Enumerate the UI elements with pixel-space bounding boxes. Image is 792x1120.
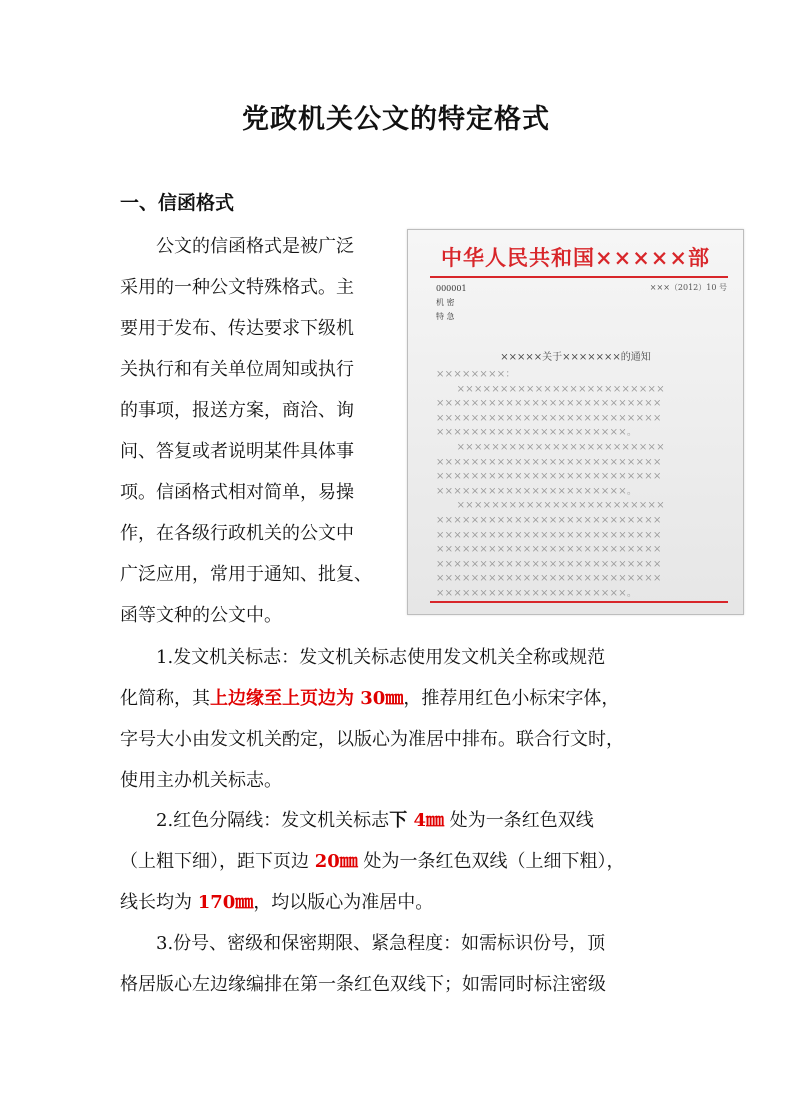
intro-line: 要用于发布、传达要求下级机 — [120, 318, 354, 339]
item2-text: 2.红色分隔线：发文机关标志 — [120, 810, 390, 831]
intro-line: 关执行和有关单位周知或执行 — [120, 359, 354, 380]
letterhead-body-line: ×××××××××××××××××××××××××× — [436, 573, 662, 585]
letterhead-body-line: ×××××××××××××××××××××××××× — [436, 558, 662, 570]
intro-line: 作，在各级行政机关的公文中 — [120, 523, 354, 544]
intro-line: 采用的一种公文特殊格式。主 — [120, 277, 354, 298]
item2-text: 处为一条红色双线 — [443, 810, 594, 831]
letterhead-body — [436, 368, 726, 602]
item2-paragraph — [120, 800, 680, 923]
item2-text: 线长均为 — [120, 892, 198, 913]
item2-text: ，均以版心为准居中。 — [253, 892, 434, 913]
item3-line: 格居版心左边缘编排在第一条红色双线下；如需同时标注密级 — [120, 974, 606, 995]
item2-text: 处为一条红色双线（上细下粗）， — [357, 851, 625, 872]
item2-line — [120, 841, 680, 882]
letterhead-red-line-bottom — [430, 601, 728, 603]
intro-line: 函等文种的公文中。 — [120, 605, 282, 626]
intro-paragraph — [120, 226, 396, 636]
letterhead-meta — [436, 282, 467, 324]
letterhead-red-line-top — [430, 276, 728, 278]
letterhead-body-line: ×××××××××××××××××××××××× — [436, 383, 665, 395]
letterhead-subject: ×××××关于×××××××的通知 — [500, 352, 651, 363]
intro-line: 广泛应用，常用于通知、批复、 — [120, 564, 372, 585]
item1-paragraph — [120, 637, 680, 801]
item2-bold: 下 — [389, 810, 408, 831]
letterhead-org-name: 中华人民共和国×××××部 — [441, 245, 710, 270]
letterhead-secret: 机 密 — [436, 298, 455, 307]
letterhead-body-line: ××××××××： — [436, 369, 516, 380]
letterhead-body-line: ×××××××××××××××××××××××××× — [436, 544, 662, 556]
item1-line: 1.发文机关标志：发文机关标志使用发文机关全称或规范 — [120, 647, 606, 668]
letterhead-doc-number: ×××（2012）10 号 — [649, 283, 727, 292]
item3-paragraph — [120, 923, 680, 1005]
letterhead-body-line: ××××××××××××××××××××××。 — [436, 485, 638, 497]
item1-text: ，推荐用红色小标宋字体， — [403, 688, 620, 709]
item1-line: 字号大小由发文机关酌定，以版心为准居中排布。联合行文时， — [120, 729, 624, 750]
item2-highlight: 170㎜ — [197, 892, 254, 913]
item1-highlight: 上边缘至上页边为 30㎜ — [210, 688, 404, 709]
item2-line — [120, 800, 680, 841]
letterhead-body-line: ×××××××××××××××××××××××××× — [436, 398, 662, 410]
item2-highlight: 20㎜ — [314, 851, 358, 872]
item1-line: 使用主办机关标志。 — [120, 770, 282, 791]
item3-line: 3.份号、密级和保密期限、紧急程度：如需标识份号，顶 — [120, 933, 606, 954]
letterhead-body-line: ×××××××××××××××××××××××××× — [436, 412, 662, 424]
item1-line — [120, 678, 680, 719]
letterhead-body-line: ×××××××××××××××××××××××××× — [436, 529, 662, 541]
letterhead-serial: 000001 — [436, 284, 467, 293]
letterhead-body-line: ×××××××××××××××××××××××××× — [436, 514, 662, 526]
letterhead-urgency: 特 急 — [436, 312, 455, 321]
item2-line — [120, 882, 680, 923]
letterhead-body-line: ×××××××××××××××××××××××× — [436, 441, 665, 453]
intro-line: 公文的信函格式是被广泛 — [120, 236, 354, 257]
page-title: 党政机关公文的特定格式 — [242, 104, 550, 135]
item1-text: 化简称，其 — [120, 688, 210, 709]
letterhead-body-line: ×××××××××××××××××××××××××× — [436, 471, 662, 483]
item2-text: （上粗下细），距下页边 — [120, 851, 315, 872]
letterhead-body-line: ××××××××××××××××××××××。 — [436, 587, 638, 599]
intro-line: 的事项，报送方案，商洽、询 — [120, 400, 354, 421]
section-heading: 一、信函格式 — [120, 192, 235, 214]
intro-line: 项。信函格式相对简单，易操 — [120, 482, 354, 503]
letterhead-body-line: ××××××××××××××××××××××。 — [436, 427, 638, 439]
intro-line: 问、答复或者说明某件具体事 — [120, 441, 354, 462]
letterhead-sample-image — [407, 229, 744, 615]
item2-highlight: 4㎜ — [407, 810, 444, 831]
letterhead-body-line: ×××××××××××××××××××××××××× — [436, 456, 662, 468]
letterhead-body-line: ×××××××××××××××××××××××× — [436, 500, 665, 512]
